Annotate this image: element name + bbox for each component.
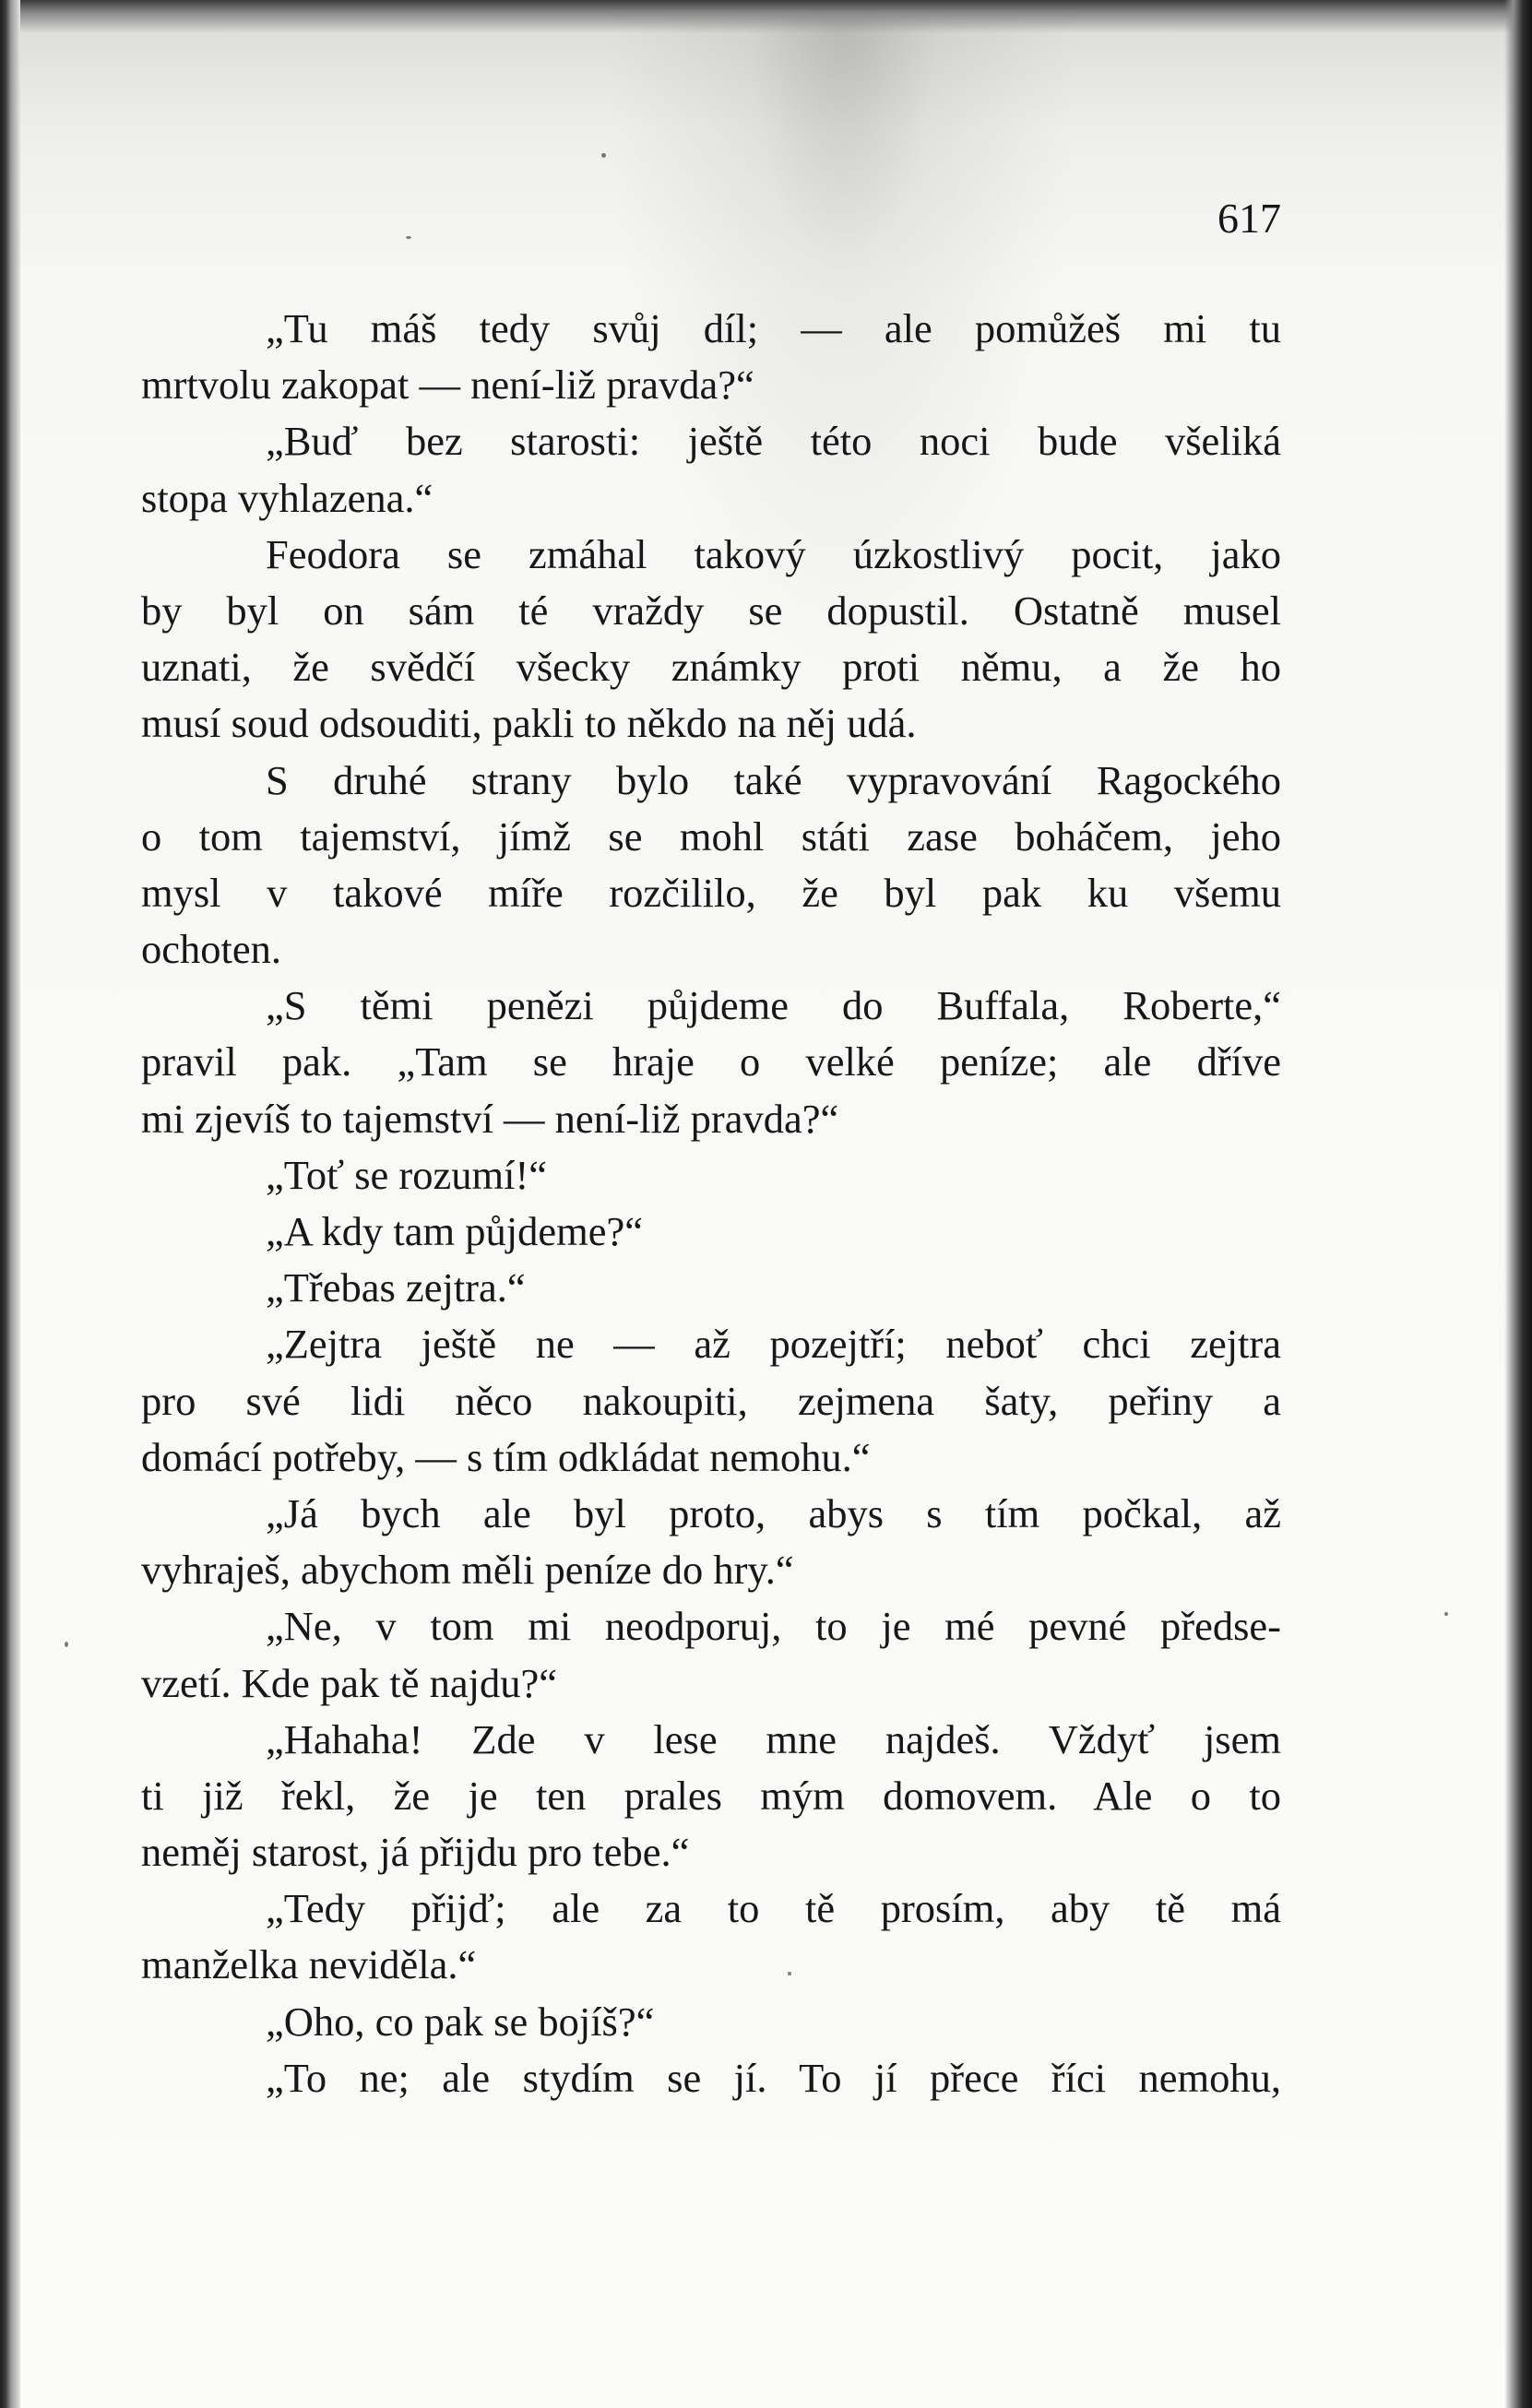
text-line: „Oho, co pak se bojíš?“ xyxy=(266,1998,655,2045)
text-line: „Třebas zejtra.“ xyxy=(266,1264,526,1311)
text-line: musí soud odsouditi, pakli to někdo na něj udá. xyxy=(141,700,917,747)
text-line: Feodora se zmáhal takový úzkostlivý pocit, jako xyxy=(266,530,1281,577)
text-line: by byl on sám té vraždy se dopustil. Ostatně musel xyxy=(141,587,1281,634)
page-right-edge xyxy=(1504,0,1532,2408)
text-line: „Hahaha! Zde v lese mne najdeš. Vždyť jsem xyxy=(266,1715,1281,1762)
ink-speck xyxy=(65,1642,68,1647)
text-line: domácí potřeby, — s tím odkládat nemohu.“ xyxy=(141,1433,871,1480)
text-line: neměj starost, já přijdu pro tebe.“ xyxy=(141,1829,690,1876)
text-line: „Toť se rozumí!“ xyxy=(266,1151,548,1198)
ink-speck xyxy=(1444,1612,1448,1616)
text-line: stopa vyhlazena.“ xyxy=(141,474,433,521)
text-line: pro své lidi něco nakoupiti, zejmena šaty, peřiny a xyxy=(141,1377,1281,1424)
text-line: „Tu máš tedy svůj díl; — ale pomůžeš mi tu xyxy=(266,305,1281,351)
text-line: S druhé strany bylo také vypravování Ragockého xyxy=(266,756,1281,803)
page-top-shadow xyxy=(0,0,1532,33)
text-line: mi zjevíš to tajemství — není-liž pravda?“ xyxy=(141,1095,839,1142)
body-text xyxy=(141,301,1281,2106)
ink-speck xyxy=(406,236,411,239)
ink-speck xyxy=(601,153,606,158)
text-line: „S těmi penězi půjdeme do Buffala, Roberte,“ xyxy=(266,982,1281,1029)
text-line: vzetí. Kde pak tě najdu?“ xyxy=(141,1659,557,1706)
text-line: o tom tajemství, jímž se mohl státi zase boháčem, jeho xyxy=(141,813,1281,860)
text-line: „Buď bez starosti: ještě této noci bude všeliká xyxy=(266,418,1281,465)
text-line: mysl v takové míře rozčililo, že byl pak ku všemu xyxy=(141,869,1281,916)
text-line: „Ne, v tom mi neodporuj, to je mé pevné předse- xyxy=(266,1603,1281,1650)
text-line: pravil pak. „Tam se hraje o velké peníze; ale dříve xyxy=(141,1038,1281,1085)
text-line: vyhraješ, abychom měli peníze do hry.“ xyxy=(141,1547,794,1594)
text-line: ti již řekl, že je ten prales mým domovem. Ale o to xyxy=(141,1772,1281,1819)
page-left-edge xyxy=(0,0,20,2408)
text-line: mrtvolu zakopat — není-liž pravda?“ xyxy=(141,362,754,409)
text-line: uznati, že svědčí všecky známky proti němu, a že ho xyxy=(141,644,1281,691)
text-line: manželka neviděla.“ xyxy=(141,1941,477,1988)
text-line: „Tedy přijď; ale za to tě prosím, aby tě má xyxy=(266,1885,1281,1932)
text-line: „A kdy tam půjdeme?“ xyxy=(266,1208,644,1254)
text-line: „To ne; ale stydím se jí. To jí přece říci nemohu, xyxy=(266,2054,1281,2101)
text-line: ochoten. xyxy=(141,926,281,973)
text-line: „Já bych ale byl proto, abys s tím počkal, až xyxy=(266,1489,1281,1536)
page-number: 617 xyxy=(1217,195,1281,242)
text-line: „Zejtra ještě ne — až pozejtří; neboť chci zejtra xyxy=(266,1321,1281,1368)
